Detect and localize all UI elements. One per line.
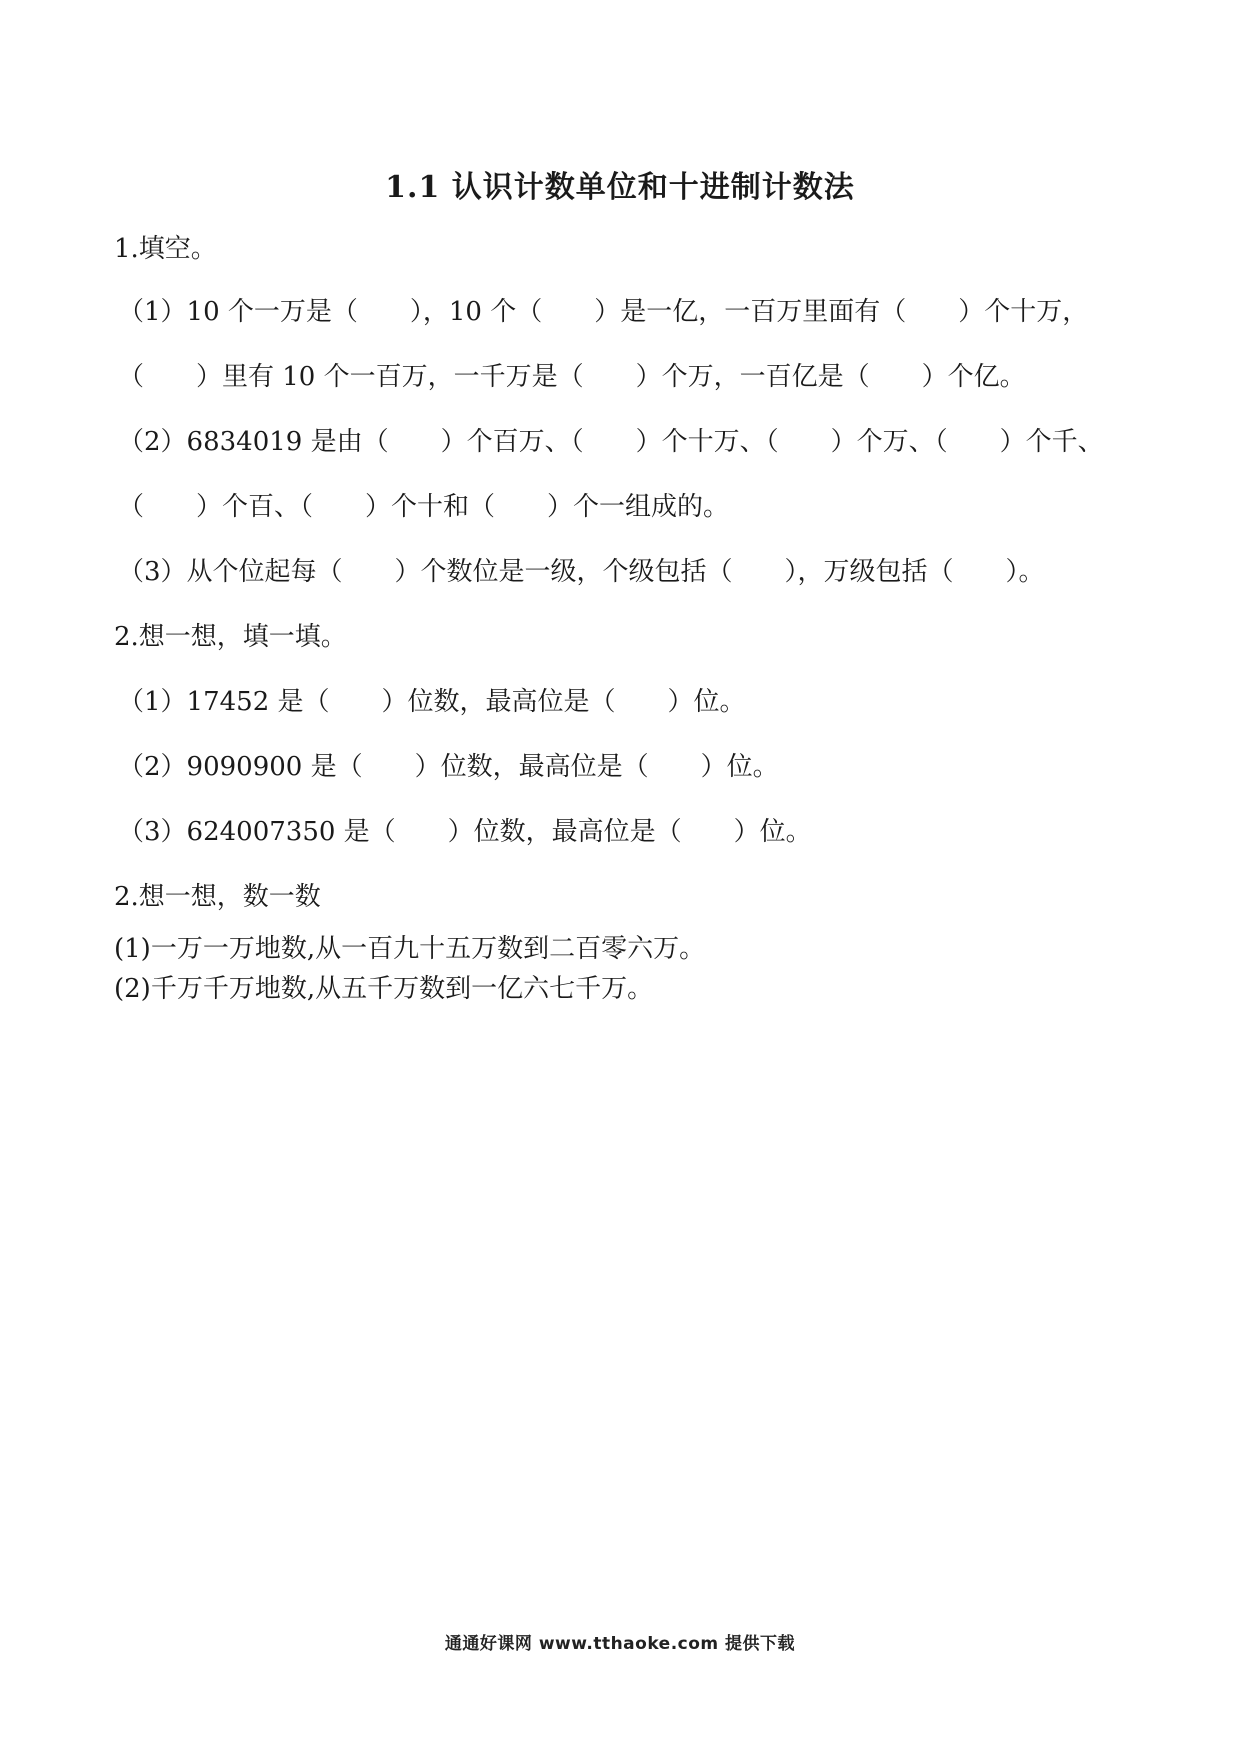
section-2-line-3: （3）624007350 是（ ）位数，最高位是（ ）位。 [118,817,812,847]
section-3-line-2: (2)千万千万地数,从五千万数到一亿六七千万。 [114,974,654,1004]
section-1-line-4: （ ）个百、（ ）个十和（ ）个一组成的。 [118,492,730,522]
section-2-line-2: （2）9090900 是（ ）位数，最高位是（ ）位。 [118,752,779,782]
section-3-heading: 2.想一想，数一数 [114,882,321,912]
section-1-line-5: （3）从个位起每（ ）个数位是一级，个级包括（ ），万级包括（ ）。 [118,557,1045,587]
section-2-line-1: （1）17452 是（ ）位数，最高位是（ ）位。 [118,687,746,717]
section-1-line-3: （2）6834019 是由（ ）个百万、（ ）个十万、（ ）个万、（ ）个千、 [118,427,1104,457]
page-title: 1.1 认识计数单位和十进制计数法 [385,170,855,205]
section-2-heading: 2.想一想，填一填。 [114,622,347,652]
section-3-line-1: (1)一万一万地数,从一百九十五万数到二百零六万。 [114,934,706,964]
footer-credit: 通通好课网 www.tthaoke.com 提供下载 [444,1634,796,1654]
section-1-line-1: （1）10 个一万是（ ），10 个（ ）是一亿，一百万里面有（ ）个十万， [118,297,1089,327]
section-1-line-2: （ ）里有 10 个一百万，一千万是（ ）个万，一百亿是（ ）个亿。 [118,362,1026,392]
section-1-heading: 1.填空。 [114,234,217,264]
